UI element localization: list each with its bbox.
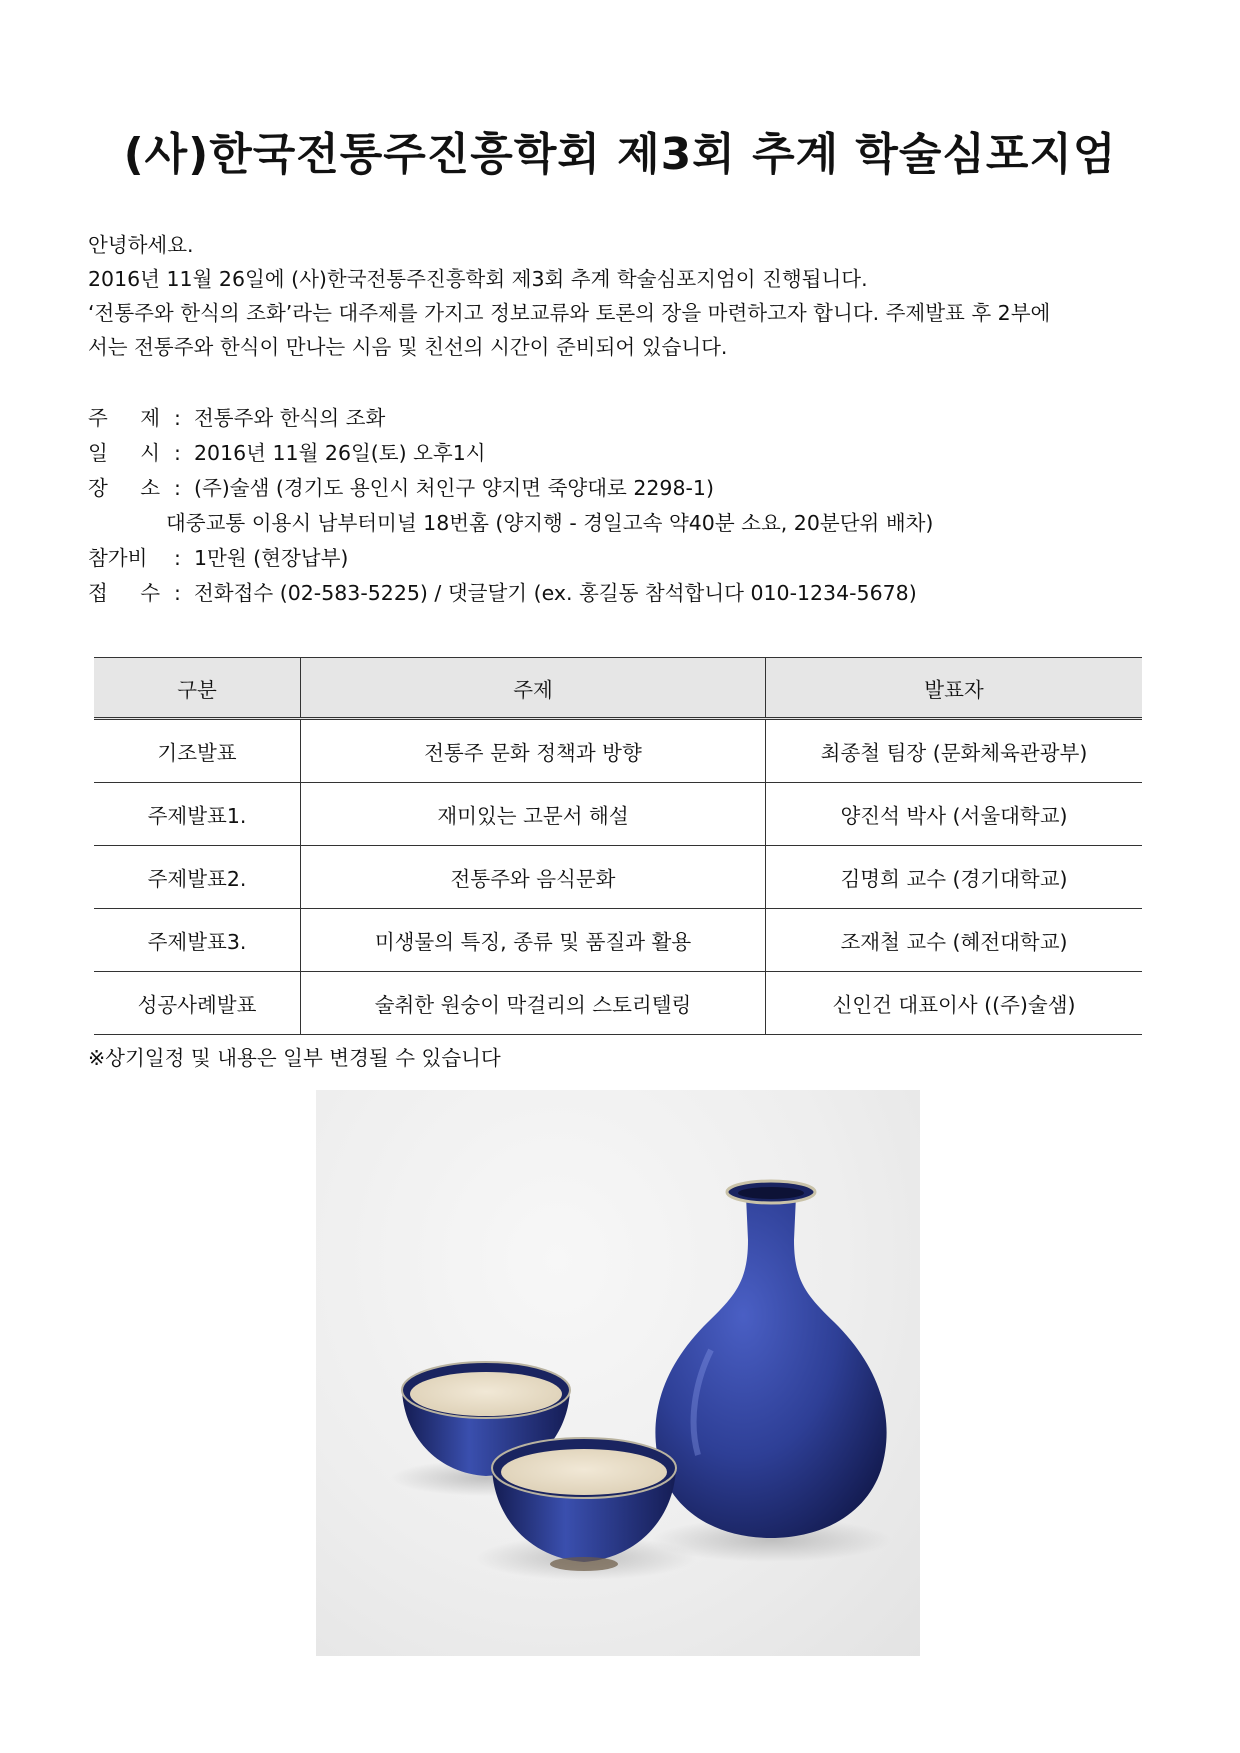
cell-presenter: 최종철 팀장 (문화체육관광부) xyxy=(766,719,1143,783)
cell-category: 주제발표3. xyxy=(94,909,301,972)
cell-presenter: 조재철 교수 (혜전대학교) xyxy=(766,909,1143,972)
cell-category: 주제발표1. xyxy=(94,783,301,846)
cell-presenter: 김명희 교수 (경기대학교) xyxy=(766,846,1143,909)
intro-line-date: 2016년 11월 26일에 (사)한국전통주진흥학회 제3회 추계 학술심포지엄이 진행됩니다. xyxy=(88,267,868,291)
info-row-registration: 접 수 : 전화접수 (02-583-5225) / 댓글달기 (ex. 홍길동 참석합니다 010-1234-5678) xyxy=(88,576,1170,611)
table-row xyxy=(94,719,1142,783)
cell-topic: 재미있는 고문서 해설 xyxy=(301,783,766,846)
cell-presenter: 양진석 박사 (서울대학교) xyxy=(766,783,1143,846)
info-row-topic: 주 제 : 전통주와 한식의 조화 xyxy=(88,401,1170,436)
table-row xyxy=(94,846,1142,909)
info-transit: 대중교통 이용시 남부터미널 18번홈 (양지행 - 경일고속 약40분 소요, 20분단위 배차) xyxy=(166,511,934,535)
change-notice: ※상기일정 및 내용은 일부 변경될 수 있습니다 xyxy=(88,1046,501,1070)
front-cup-liquor xyxy=(501,1449,667,1495)
header-topic: 주제 xyxy=(301,658,766,719)
info-label-date: 일 시 xyxy=(88,441,160,465)
ceramic-set-illustration xyxy=(316,1090,920,1656)
info-row-fee: 참가비 : 1만원 (현장납부) xyxy=(88,541,1170,576)
back-cup-liquor xyxy=(410,1372,562,1416)
info-value-topic: 전통주와 한식의 조화 xyxy=(194,406,386,430)
info-label-registration: 접 수 xyxy=(88,581,160,605)
header-presenter: 발표자 xyxy=(766,658,1143,719)
cell-category: 성공사례발표 xyxy=(94,972,301,1035)
info-label-fee: 참가비 xyxy=(88,546,148,570)
info-value-registration: 전화접수 (02-583-5225) / 댓글달기 (ex. 홍길동 참석합니다 010-1234-5678) xyxy=(194,581,917,605)
cell-presenter: 신인건 대표이사 ((주)술샘) xyxy=(766,972,1143,1035)
greeting: 안녕하세요. xyxy=(88,233,194,257)
intro-line-theme: ‘전통주와 한식의 조화’라는 대주제를 가지고 정보교류와 토론의 장을 마련하고자 합니다. 주제발표 후 2부에 xyxy=(88,301,1051,325)
info-row-date: 일 시 : 2016년 11월 26일(토) 오후1시 xyxy=(88,436,1170,471)
info-value-venue: (주)술샘 (경기도 용인시 처인구 양지면 죽양대로 2298-1) xyxy=(194,476,714,500)
table-header-row xyxy=(94,658,1142,719)
header-category: 구분 xyxy=(94,658,301,719)
table-row xyxy=(94,972,1142,1035)
info-label-topic: 주 제 xyxy=(88,406,160,430)
info-row-venue: 장 소 : (주)술샘 (경기도 용인시 처인구 양지면 죽양대로 2298-1) xyxy=(88,471,1170,506)
event-info xyxy=(88,401,1170,611)
table-row xyxy=(94,909,1142,972)
cell-topic: 전통주 문화 정책과 방향 xyxy=(301,719,766,783)
info-value-date: 2016년 11월 26일(토) 오후1시 xyxy=(194,441,486,465)
cell-category: 주제발표2. xyxy=(94,846,301,909)
intro-line-program: 서는 전통주와 한식이 만나는 시음 및 친선의 시간이 준비되어 있습니다. xyxy=(88,335,728,359)
makgeolli-set-photo xyxy=(316,1090,920,1656)
bottle-shape xyxy=(655,1196,886,1538)
info-label-venue: 장 소 xyxy=(88,476,160,500)
intro-section xyxy=(88,228,1170,364)
table-row xyxy=(94,783,1142,846)
info-value-fee: 1만원 (현장납부) xyxy=(194,546,349,570)
cell-topic: 술취한 원숭이 막걸리의 스토리텔링 xyxy=(301,972,766,1035)
cell-category: 기조발표 xyxy=(94,719,301,783)
cell-topic: 전통주와 음식문화 xyxy=(301,846,766,909)
schedule-table xyxy=(94,657,1142,1035)
page-title: (사)한국전통주진흥학회 제3회 추계 학술심포지엄 xyxy=(123,129,1117,180)
cell-topic: 미생물의 특징, 종류 및 품질과 활용 xyxy=(301,909,766,972)
